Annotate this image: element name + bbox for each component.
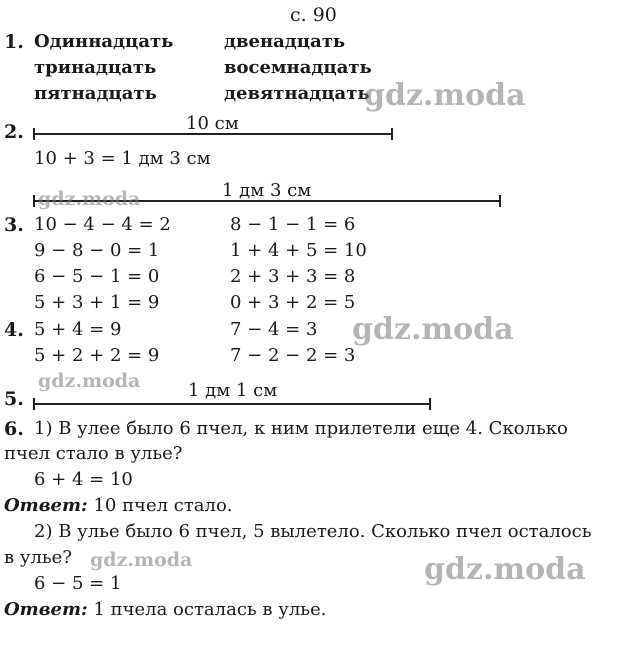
task-1-word: Одиннадцать xyxy=(34,31,174,52)
task-3-expression: 5 + 3 + 1 = 9 xyxy=(34,292,160,313)
problem-text: 1) В улее было 6 пчел, к ним прилетели еще 4. Сколько xyxy=(34,418,568,439)
task-1-word: двенадцать xyxy=(224,31,346,52)
segment-label: 1 дм 3 см xyxy=(222,180,312,201)
task-1-word: девятнадцать xyxy=(224,83,370,104)
problem-text: в улье? xyxy=(4,547,72,568)
task-4-expression: 5 + 4 = 9 xyxy=(34,319,122,340)
task-4-expression: 7 − 4 = 3 xyxy=(230,319,318,340)
watermark: gdz.moda xyxy=(38,370,141,392)
task-1-word: пятнадцать xyxy=(34,83,157,104)
segment-label: 1 дм 1 см xyxy=(188,380,278,401)
answer-label: Ответ: xyxy=(4,599,88,620)
page-number: с. 90 xyxy=(290,4,337,26)
segment-10cm xyxy=(34,133,392,135)
segment-label: 10 см xyxy=(186,113,239,134)
watermark: gdz.moda xyxy=(424,552,586,587)
answer-line xyxy=(4,599,326,621)
watermark: gdz.moda xyxy=(38,188,141,210)
task-3-expression: 1 + 4 + 5 = 10 xyxy=(230,240,367,261)
answer-line xyxy=(4,495,233,517)
task-3-expression: 0 + 3 + 2 = 5 xyxy=(230,292,356,313)
task-3-expression: 2 + 3 + 3 = 8 xyxy=(230,266,356,287)
watermark: gdz.moda xyxy=(90,549,193,571)
task-3-expression: 9 − 8 − 0 = 1 xyxy=(34,240,160,261)
answer-text: 10 пчел стало. xyxy=(93,495,233,516)
task-3-expression: 8 − 1 − 1 = 6 xyxy=(230,214,356,235)
task-4-number: 4. xyxy=(4,319,24,341)
answer-label: Ответ: xyxy=(4,495,88,516)
watermark: gdz.moda xyxy=(352,312,514,347)
task-2-equation: 10 + 3 = 1 дм 3 см xyxy=(34,148,211,169)
watermark: gdz.moda xyxy=(364,78,526,113)
task-5-number: 5. xyxy=(4,388,24,410)
task-6-number: 6. xyxy=(4,418,24,440)
problem-equation: 6 + 4 = 10 xyxy=(34,469,133,490)
task-4-expression: 7 − 2 − 2 = 3 xyxy=(230,345,356,366)
task-1-number: 1. xyxy=(4,31,24,53)
task-3-expression: 6 − 5 − 1 = 0 xyxy=(34,266,160,287)
segment-1dm-1cm xyxy=(34,403,430,405)
task-3-expression: 10 − 4 − 4 = 2 xyxy=(34,214,171,235)
task-3-number: 3. xyxy=(4,214,24,236)
problem-equation: 6 − 5 = 1 xyxy=(34,573,122,594)
task-4-expression: 5 + 2 + 2 = 9 xyxy=(34,345,160,366)
problem-text: пчел стало в улье? xyxy=(4,443,183,464)
answer-text: 1 пчела осталась в улье. xyxy=(93,599,327,620)
task-1-word: тринадцать xyxy=(34,57,157,78)
task-2-number: 2. xyxy=(4,121,24,143)
task-1-word: восемнадцать xyxy=(224,57,372,78)
problem-text: 2) В улье было 6 пчел, 5 вылетело. Сколько пчел осталось xyxy=(34,521,592,542)
